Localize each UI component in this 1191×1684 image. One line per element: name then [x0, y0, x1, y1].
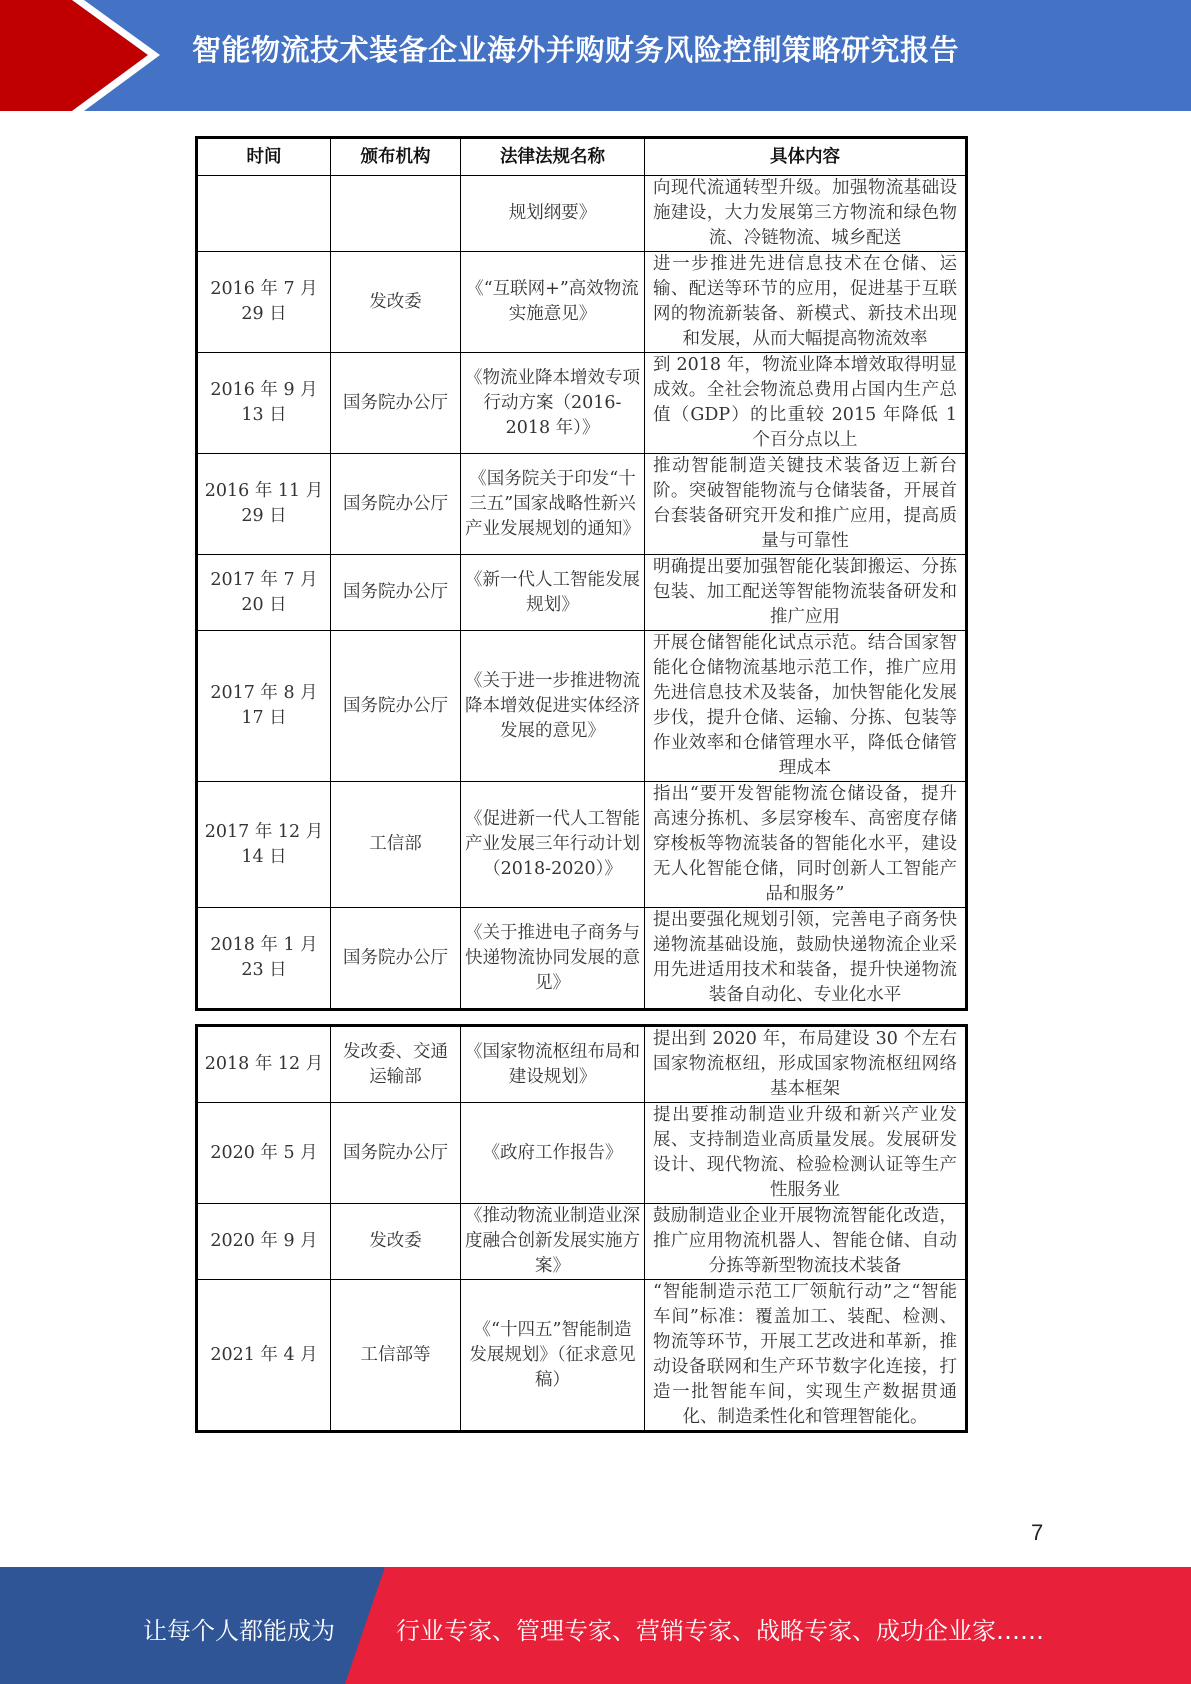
- cell-regulation-name: 《关于进一步推进物流降本增效促进实体经济发展的意见》: [461, 631, 645, 782]
- table-row: [197, 1103, 967, 1204]
- cell-date: 2016 年 7 月 29 日: [197, 252, 331, 353]
- cell-content: 明确提出要加强智能化装卸搬运、分拣包装、加工配送等智能物流装备研发和推广应用: [645, 555, 967, 631]
- cell-regulation-name: 《国家物流枢纽布局和建设规划》: [461, 1026, 645, 1103]
- cell-content: 到 2018 年，物流业降本增效取得明显成效。全社会物流总费用占国内生产总值（GDP）的比重较 2015 年降低 1 个百分点以上: [645, 353, 967, 454]
- cell-regulation-name: 《政府工作报告》: [461, 1103, 645, 1204]
- cell-date: 2017 年 12 月 14 日: [197, 782, 331, 908]
- column-header-content: 具体内容: [645, 138, 967, 176]
- table-body: [197, 176, 967, 1010]
- cell-regulation-name: 规划纲要》: [461, 176, 645, 252]
- document-title: 智能物流技术装备企业海外并购财务风险控制策略研究报告: [192, 33, 960, 67]
- cell-agency: 工信部: [331, 782, 461, 908]
- footer-slogan-left: 让每个人都能成为: [143, 1617, 335, 1645]
- cell-agency: 工信部等: [331, 1280, 461, 1432]
- cell-agency: 国务院办公厅: [331, 1103, 461, 1204]
- cell-content: 提出到 2020 年，布局建设 30 个左右国家物流枢纽，形成国家物流枢纽网络基本框架: [645, 1026, 967, 1103]
- table-body: [197, 1026, 967, 1432]
- cell-regulation-name: 《关于推进电子商务与快递物流协同发展的意见》: [461, 908, 645, 1010]
- footer-slogan-right: 行业专家、管理专家、营销专家、战略专家、成功企业家……: [396, 1617, 1044, 1645]
- table-row: [197, 555, 967, 631]
- table-row: [197, 252, 967, 353]
- cell-regulation-name: 《促进新一代人工智能产业发展三年行动计划（2018-2020）》: [461, 782, 645, 908]
- cell-content: 进一步推进先进信息技术在仓储、运输、配送等环节的应用，促进基于互联网的物流新装备、新模式、新技术出现和发展，从而大幅提高物流效率: [645, 252, 967, 353]
- cell-content: 指出“要开发智能物流仓储设备，提升高速分拣机、多层穿梭车、高密度存储穿梭板等物流装备的智能化水平，建设无人化智能仓储，同时创新人工智能产品和服务”: [645, 782, 967, 908]
- cell-content: 推动智能制造关键技术装备迈上新台阶。突破智能物流与仓储装备，开展首台套装备研究开发和推广应用，提高质量与可靠性: [645, 454, 967, 555]
- cell-date: 2017 年 8 月 17 日: [197, 631, 331, 782]
- cell-content: “智能制造示范工厂领航行动”之“智能车间”标准：覆盖加工、装配、检测、物流等环节，开展工艺改进和革新，推动设备联网和生产环节数字化连接，打造一批智能车间，实现生产数据贯通化、制造柔性化和管理智能化。: [645, 1280, 967, 1432]
- table-header-row: [197, 138, 967, 176]
- cell-agency: 发改委: [331, 1204, 461, 1280]
- cell-date: [197, 176, 331, 252]
- table-row: [197, 908, 967, 1010]
- cell-content: 鼓励制造业企业开展物流智能化改造，推广应用物流机器人、智能仓储、自动分拣等新型物流技术装备: [645, 1204, 967, 1280]
- cell-date: 2018 年 1 月 23 日: [197, 908, 331, 1010]
- cell-agency: 国务院办公厅: [331, 631, 461, 782]
- cell-date: 2017 年 7 月 20 日: [197, 555, 331, 631]
- cell-date: 2016 年 9 月 13 日: [197, 353, 331, 454]
- column-header-agency: 颁布机构: [331, 138, 461, 176]
- cell-date: 2016 年 11 月 29 日: [197, 454, 331, 555]
- cell-regulation-name: 《国务院关于印发“十三五”国家战略性新兴产业发展规划的通知》: [461, 454, 645, 555]
- table-row: [197, 353, 967, 454]
- table-row: [197, 631, 967, 782]
- page-header: [0, 0, 1191, 111]
- page-number: 7: [1031, 1520, 1044, 1545]
- column-header-name: 法律法规名称: [461, 138, 645, 176]
- cell-agency: [331, 176, 461, 252]
- cell-agency: 国务院办公厅: [331, 454, 461, 555]
- cell-content: 开展仓储智能化试点示范。结合国家智能化仓储物流基地示范工作，推广应用先进信息技术及装备，加快智能化发展步伐，提升仓储、运输、分拣、包装等作业效率和仓储管理水平，降低仓储管理成本: [645, 631, 967, 782]
- column-header-date: 时间: [197, 138, 331, 176]
- cell-regulation-name: 《“互联网+”高效物流实施意见》: [461, 252, 645, 353]
- cell-regulation-name: 《“十四五”智能制造发展规划》（征求意见稿）: [461, 1280, 645, 1432]
- cell-date: 2020 年 9 月: [197, 1204, 331, 1280]
- cell-agency: 国务院办公厅: [331, 555, 461, 631]
- table-row: [197, 1026, 967, 1103]
- cell-regulation-name: 《物流业降本增效专项行动方案（2016-2018 年）》: [461, 353, 645, 454]
- cell-regulation-name: 《推动物流业制造业深度融合创新发展实施方案》: [461, 1204, 645, 1280]
- policy-table: [195, 136, 968, 1011]
- cell-agency: 国务院办公厅: [331, 908, 461, 1010]
- table-row: [197, 454, 967, 555]
- table-row: [197, 1280, 967, 1432]
- cell-content: 提出要推动制造业升级和新兴产业发展、支持制造业高质量发展。发展研发设计、现代物流、检验检测认证等生产性服务业: [645, 1103, 967, 1204]
- cell-date: 2021 年 4 月: [197, 1280, 331, 1432]
- cell-agency: 发改委、交通运输部: [331, 1026, 461, 1103]
- policy-table-continued: [195, 1024, 968, 1433]
- page-footer: [0, 1567, 1191, 1684]
- table-row: [197, 176, 967, 252]
- cell-regulation-name: 《新一代人工智能发展规划》: [461, 555, 645, 631]
- cell-content: 提出要强化规划引领，完善电子商务快递物流基础设施，鼓励快递物流企业采用先进适用技术和装备，提升快递物流装备自动化、专业化水平: [645, 908, 967, 1010]
- cell-content: 向现代流通转型升级。加强物流基础设施建设，大力发展第三方物流和绿色物流、冷链物流、城乡配送: [645, 176, 967, 252]
- table-row: [197, 782, 967, 908]
- cell-agency: 国务院办公厅: [331, 353, 461, 454]
- table-row: [197, 1204, 967, 1280]
- cell-agency: 发改委: [331, 252, 461, 353]
- cell-date: 2020 年 5 月: [197, 1103, 331, 1204]
- cell-date: 2018 年 12 月: [197, 1026, 331, 1103]
